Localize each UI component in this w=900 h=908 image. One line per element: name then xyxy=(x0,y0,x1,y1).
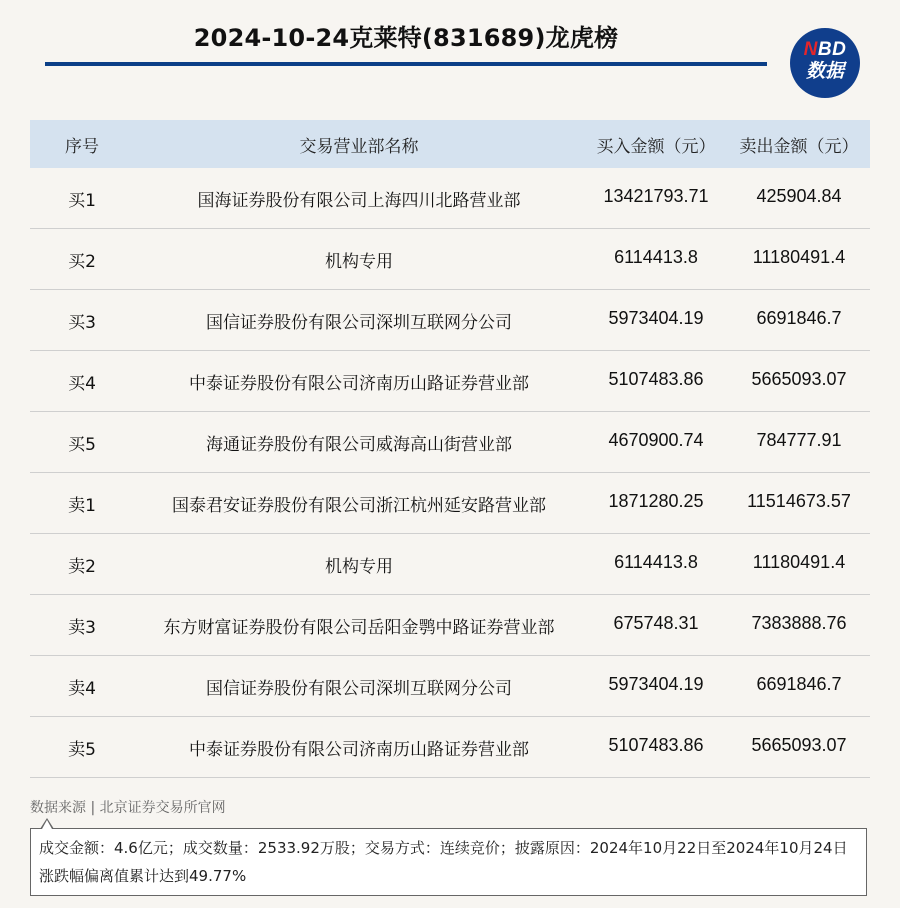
logo-subtitle: 数据 xyxy=(805,60,844,82)
column-header-index: 序号 xyxy=(65,136,99,157)
trade-summary-note: 成交金额：4.6亿元；成交数量：2533.92万股；交易方式：连续竞价；披露原因：2024年10月22日至2024年10月24日涨跌幅偏离值累计达到49.77% xyxy=(30,828,867,896)
title-underline xyxy=(45,62,767,66)
dragon-tiger-table xyxy=(30,120,870,778)
row-index: 卖1 xyxy=(68,495,96,516)
broker-name: 东方财富证券股份有限公司岳阳金鹗中路证券营业部 xyxy=(163,617,555,638)
sell-amount: 11514673.57 xyxy=(747,490,851,511)
broker-name: 国海证券股份有限公司上海四川北路营业部 xyxy=(197,190,521,211)
broker-name: 海通证券股份有限公司威海高山街营业部 xyxy=(206,434,512,455)
row-index: 买3 xyxy=(68,312,96,333)
broker-name: 中泰证券股份有限公司济南历山路证券营业部 xyxy=(189,373,529,394)
buy-amount: 13421793.71 xyxy=(603,185,709,206)
broker-name: 机构专用 xyxy=(325,556,393,577)
sell-amount: 5665093.07 xyxy=(751,368,847,389)
broker-name: 中泰证券股份有限公司济南历山路证券营业部 xyxy=(189,739,529,760)
column-header-buy-amount: 买入金额（元） xyxy=(596,136,716,157)
logo-wordmark xyxy=(790,40,860,60)
table-row xyxy=(30,229,870,290)
sell-amount: 6691846.7 xyxy=(756,673,842,694)
row-index: 卖4 xyxy=(68,678,96,699)
table-header xyxy=(30,120,870,168)
buy-amount: 5973404.19 xyxy=(608,673,704,694)
table-row xyxy=(30,717,870,778)
buy-amount: 4670900.74 xyxy=(608,429,704,450)
sell-amount: 11180491.4 xyxy=(752,551,846,572)
buy-amount: 5973404.19 xyxy=(608,307,704,328)
table-row xyxy=(30,351,870,412)
row-index: 卖3 xyxy=(68,617,96,638)
note-pointer-fill xyxy=(42,820,52,829)
table-row xyxy=(30,534,870,595)
buy-amount: 6114413.8 xyxy=(614,551,698,572)
table-row xyxy=(30,290,870,351)
logo-accent-letter: N xyxy=(803,39,818,60)
data-source: 数据来源 | 北京证券交易所官网 xyxy=(30,800,226,816)
page-title: 2024-10-24克莱特(831689)龙虎榜 xyxy=(193,24,619,52)
table-body xyxy=(30,168,870,778)
table-row xyxy=(30,473,870,534)
column-header-sell-amount: 卖出金额（元） xyxy=(739,136,859,157)
row-index: 卖2 xyxy=(68,556,96,577)
buy-amount: 675748.31 xyxy=(613,612,699,633)
buy-amount: 6114413.8 xyxy=(614,246,698,267)
buy-amount: 1871280.25 xyxy=(608,490,704,511)
row-index: 买2 xyxy=(68,251,96,272)
sell-amount: 425904.84 xyxy=(756,185,842,206)
sell-amount: 784777.91 xyxy=(756,429,842,450)
row-index: 买4 xyxy=(68,373,96,394)
buy-amount: 5107483.86 xyxy=(608,368,704,389)
sell-amount: 6691846.7 xyxy=(756,307,842,328)
sell-amount: 7383888.76 xyxy=(751,612,847,633)
logo-letters: BD xyxy=(817,39,847,60)
table-row xyxy=(30,656,870,717)
table-row xyxy=(30,412,870,473)
column-header-broker: 交易营业部名称 xyxy=(299,136,419,157)
broker-name: 机构专用 xyxy=(325,251,393,272)
broker-name: 国泰君安证券股份有限公司浙江杭州延安路营业部 xyxy=(172,495,546,516)
table-row xyxy=(30,595,870,656)
nbd-data-logo xyxy=(790,28,860,98)
broker-name: 国信证券股份有限公司深圳互联网分公司 xyxy=(206,312,512,333)
row-index: 卖5 xyxy=(68,739,96,760)
table-row xyxy=(30,168,870,229)
sell-amount: 11180491.4 xyxy=(752,246,846,267)
broker-name: 国信证券股份有限公司深圳互联网分公司 xyxy=(206,678,512,699)
row-index: 买5 xyxy=(68,434,96,455)
buy-amount: 5107483.86 xyxy=(608,734,704,755)
sell-amount: 5665093.07 xyxy=(751,734,847,755)
row-index: 买1 xyxy=(68,190,96,211)
